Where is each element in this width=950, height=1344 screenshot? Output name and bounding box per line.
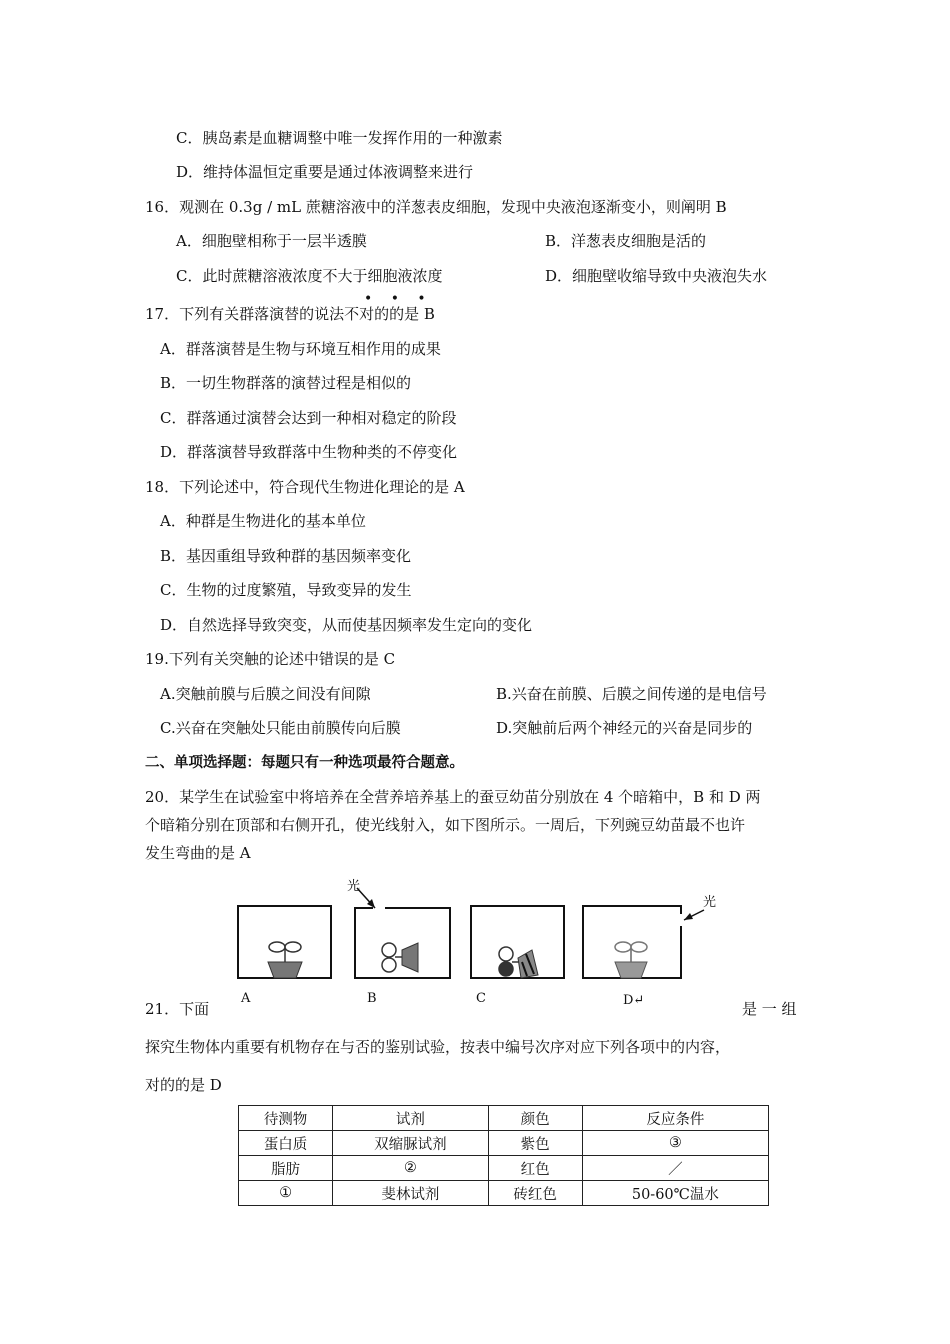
table-cell: 脂肪 [239, 1156, 333, 1181]
seedling-icon [499, 947, 513, 961]
table-row [239, 1181, 769, 1206]
box-c [471, 906, 564, 978]
q18-option-b: B．基因重组导致种群的基因频率变化 [160, 547, 412, 565]
table-header-row [239, 1106, 769, 1131]
box-a [238, 906, 331, 978]
q21-stem-end: 是 一 组 [742, 1000, 797, 1018]
q17-option-d: D．群落演替导致群落中生物种类的不停变化 [160, 443, 458, 461]
q21-stem-start: 21．下面 [145, 1000, 210, 1018]
q16-option-b: B．洋葱表皮细胞是活的 [545, 232, 707, 250]
light-label-top: 光 [347, 879, 361, 894]
flower-pot-icon [518, 950, 538, 978]
q18-stem: 18．下列论述中，符合现代生物进化理论的是 A [145, 478, 465, 496]
table-cell: ／ [582, 1156, 768, 1181]
table-cell: ③ [582, 1131, 768, 1156]
table-cell: 斐林试剂 [333, 1181, 488, 1206]
q19-option-b: B.兴奋在前膜、后膜之间传递的是电信号 [496, 685, 767, 703]
q20-stem-line-3: 发生弯曲的是 A [145, 844, 251, 862]
box-label-a: A [241, 991, 251, 1006]
flower-pot-icon [402, 943, 418, 972]
q20-stem-line-2: 个暗箱分别在顶部和右侧开孔，使光线射入，如下图所示。一周后，下列豌豆幼苗最不也许 [145, 816, 746, 834]
table-row [239, 1156, 769, 1181]
table-cell: 蛋白质 [239, 1131, 333, 1156]
q19-option-a: A.突触前膜与后膜之间没有间隙 [160, 685, 371, 703]
q20-stem-line-1: 20．某学生在试验室中将培养在全营养培养基上的蚕豆幼苗分别放在 4 个暗箱中，B 和 D 两 [145, 788, 761, 806]
q15-option-d: D．维持体温恒定重要是通过体液调整来进行 [176, 163, 474, 181]
q17-stem: 17．下列有关群落演替的说法不对的的是 B [145, 305, 435, 323]
reagent-table [238, 1105, 769, 1206]
section-heading: 二、单项选择题：每题只有一种选项最符合题意。 [145, 755, 464, 771]
flower-pot-icon [268, 962, 302, 978]
q19-option-d: D.突触前后两个神经元的兴奋是同步的 [496, 719, 753, 737]
q17-option-a: A．群落演替是生物与环境互相作用的成果 [160, 340, 441, 358]
q17-option-c: C．群落通过演替会达到一种相对稳定的阶段 [160, 409, 457, 427]
table-cell: 砖红色 [488, 1181, 582, 1206]
q21-stem-line-3: 对的的是 D [145, 1076, 222, 1094]
table-header-cell: 反应条件 [582, 1106, 768, 1131]
box-label-b: B [367, 991, 377, 1006]
table-row [239, 1131, 769, 1156]
q21-stem-line-2: 探究生物体内重要有机物存在与否的鉴别试验，按表中编号次序对应下列各项中的内容， [145, 1038, 731, 1056]
light-label-right: 光 [703, 895, 717, 910]
q19-stem: 19.下列有关突触的论述中错误的是 C [145, 650, 396, 668]
table-header-cell: 试剂 [333, 1106, 488, 1131]
q18-option-d: D．自然选择导致突变，从而使基因频率发生定向的变化 [160, 616, 533, 634]
q18-option-a: A．种群是生物进化的基本单位 [160, 512, 366, 530]
table-cell: ① [239, 1181, 333, 1206]
table-header-cell: 待测物 [239, 1106, 333, 1131]
table-cell: 紫色 [488, 1131, 582, 1156]
table-cell: ② [333, 1156, 488, 1181]
seedling-icon [269, 942, 285, 952]
seedling-icon [615, 942, 631, 952]
box-label-c: C [476, 991, 486, 1006]
flower-pot-icon [615, 962, 647, 978]
seedling-boxes-figure [225, 870, 725, 980]
box-b [355, 888, 450, 978]
box-label-d: D↵ [623, 993, 645, 1008]
box-d [583, 906, 704, 978]
q16-option-a: A．细胞壁相称于一层半透膜 [176, 232, 367, 250]
table-header-cell: 颜色 [488, 1106, 582, 1131]
q15-option-c: C．胰岛素是血糖调整中唯一发挥作用的一种激素 [176, 129, 503, 147]
table-cell: 红色 [488, 1156, 582, 1181]
emphasis-dots: • • • [364, 291, 433, 307]
seedling-icon [382, 943, 396, 957]
q16-option-c: C．此时蔗糖溶液浓度不大于细胞液浓度 [176, 267, 443, 285]
table-cell: 50-60℃温水 [582, 1181, 768, 1206]
q16-stem: 16．观测在 0.3g / mL 蔗糖溶液中的洋葱表皮细胞，发现中央液泡逐渐变小，则阐明 B [145, 198, 727, 216]
q18-option-c: C．生物的过度繁殖，导致变异的发生 [160, 581, 412, 599]
table-cell: 双缩脲试剂 [333, 1131, 488, 1156]
q16-option-d: D．细胞壁收缩导致中央液泡失水 [545, 267, 768, 285]
q19-option-c: C.兴奋在突触处只能由前膜传向后膜 [160, 719, 401, 737]
q17-option-b: B．一切生物群落的演替过程是相似的 [160, 374, 412, 392]
